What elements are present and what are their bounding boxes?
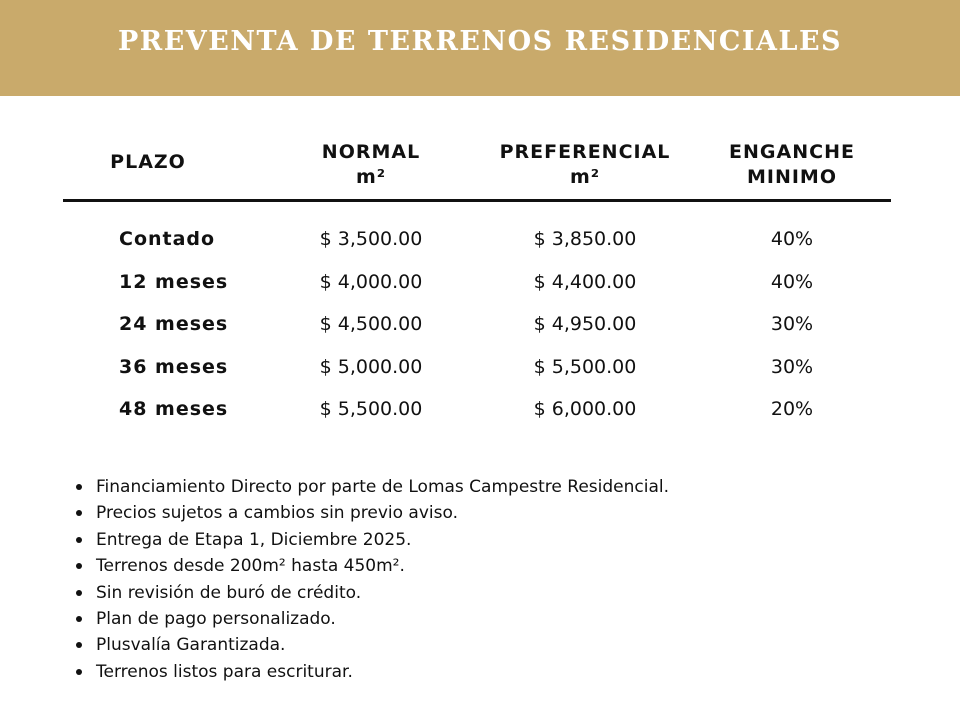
price-table	[63, 218, 891, 431]
column-header-normal-unit: m²	[355, 166, 387, 188]
note-text: Terrenos desde 200m² hasta 450m².	[96, 556, 405, 577]
note-text: Plan de pago personalizado.	[96, 608, 336, 629]
bullet-icon	[76, 510, 82, 516]
column-header-preferencial-unit: m²	[569, 166, 601, 188]
bullet-icon	[76, 590, 82, 596]
list-item	[72, 527, 669, 553]
table-row	[63, 218, 891, 261]
column-header-normal	[291, 140, 451, 190]
note-text: Precios sujetos a cambios sin previo aviso.	[96, 503, 458, 524]
list-item	[72, 659, 669, 685]
table-row	[63, 261, 891, 304]
note-text: Financiamiento Directo por parte de Lomas Campestre Residencial.	[96, 477, 670, 497]
down-payment-cell: 40%	[770, 270, 814, 293]
term-cell: 48 meses	[119, 398, 229, 420]
list-item	[72, 474, 669, 500]
down-payment-cell: 40%	[770, 228, 814, 250]
term-cell: 24 meses	[119, 313, 229, 335]
term-cell: 36 meses	[119, 355, 229, 378]
table-row	[63, 346, 891, 389]
normal-price-cell: $ 4,000.00	[319, 270, 423, 293]
table-row	[63, 303, 891, 346]
term-cell: 12 meses	[119, 270, 229, 293]
preferential-price-cell: $ 6,000.00	[533, 398, 637, 420]
normal-price-cell: $ 3,500.00	[319, 228, 423, 250]
header-divider	[63, 199, 891, 202]
header-banner	[0, 0, 960, 96]
list-item	[72, 580, 669, 606]
down-payment-cell: 30%	[770, 355, 814, 378]
down-payment-cell: 30%	[770, 313, 814, 335]
list-item	[72, 500, 669, 526]
column-header-enganche-label: ENGANCHE	[729, 141, 855, 163]
column-header-normal-label: NORMAL	[321, 141, 421, 163]
preferential-price-cell: $ 3,850.00	[533, 228, 637, 250]
preferential-price-cell: $ 5,500.00	[533, 355, 637, 378]
term-cell: Contado	[119, 228, 216, 250]
column-header-preferencial-label: PREFERENCIAL	[499, 141, 671, 163]
bullet-icon	[76, 563, 82, 569]
preferential-price-cell: $ 4,400.00	[533, 270, 637, 293]
down-payment-cell: 20%	[770, 398, 814, 420]
preferential-price-cell: $ 4,950.00	[533, 313, 637, 335]
bullet-icon	[76, 616, 82, 622]
notes-list	[72, 474, 669, 685]
column-header-enganche-sub: MINIMO	[746, 166, 837, 188]
bullet-icon	[76, 669, 82, 675]
note-text: Sin revisión de buró de crédito.	[96, 582, 362, 603]
list-item	[72, 632, 669, 658]
normal-price-cell: $ 4,500.00	[319, 313, 423, 335]
normal-price-cell: $ 5,500.00	[319, 398, 423, 420]
list-item	[72, 606, 669, 632]
bullet-icon	[76, 642, 82, 648]
note-text: Entrega de Etapa 1, Diciembre 2025.	[96, 529, 412, 550]
bullet-icon	[76, 484, 82, 490]
column-header-enganche	[711, 140, 873, 190]
normal-price-cell: $ 5,000.00	[319, 355, 423, 378]
page-title: PREVENTA DE TERRENOS RESIDENCIALES	[117, 25, 843, 57]
table-header	[63, 140, 891, 200]
column-header-plazo-label: PLAZO	[110, 151, 186, 173]
column-header-plazo	[83, 150, 213, 175]
bullet-icon	[76, 537, 82, 543]
column-header-preferencial	[485, 140, 685, 190]
note-text: Plusvalía Garantizada.	[96, 635, 286, 656]
table-row	[63, 388, 891, 431]
note-text: Terrenos listos para escriturar.	[96, 661, 353, 682]
list-item	[72, 553, 669, 579]
